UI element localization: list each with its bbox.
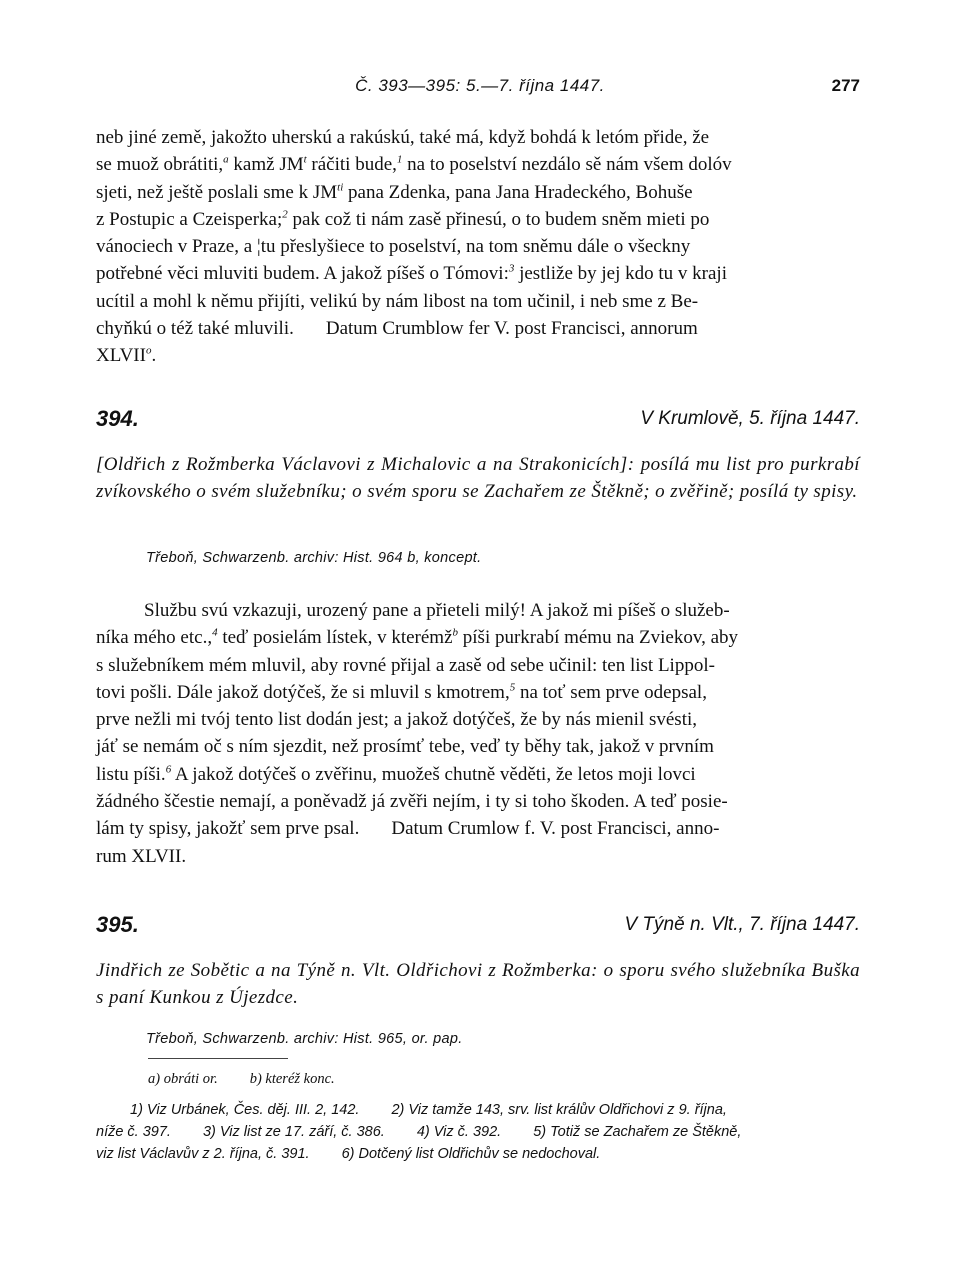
text-span: Službu svú vzkazuji, urozený pane a přieteli milý! A jakož mi píšeš o služeb- bbox=[144, 600, 730, 621]
superscript: ti bbox=[337, 181, 344, 194]
doc394-regest: [Oldřich z Rožmberka Václavovi z Michalovic a na Strakonicích]: posílá mu list pro purkrabí zvíkovského o svém služebníku; o svém sporu se Zachařem ze Štěkně; o zvěřině; posílá ty spisy. bbox=[96, 454, 860, 502]
text-span: jáť se nemám oč s ním sjezdit, než prosímť tebe, veď ty běhy tak, jakož v prvním bbox=[96, 736, 714, 758]
place-date: V Týně n. Vlt., 7. října 1447. bbox=[624, 914, 860, 935]
text-line bbox=[96, 233, 860, 260]
text-line bbox=[96, 733, 860, 760]
text-line bbox=[96, 679, 860, 706]
footnote-mark: 4 bbox=[212, 626, 218, 639]
text-span: s služebníkem mém mluvil, aby rovné přijal a zasě od sebe učinil: ten list Lippol- bbox=[96, 654, 715, 676]
text-span: chyňkú o též také mluvili. bbox=[96, 318, 294, 340]
text-line bbox=[96, 260, 860, 287]
text-line bbox=[96, 288, 860, 315]
text-line bbox=[96, 652, 860, 679]
doc394-source: Třeboň, Schwarzenb. archiv: Hist. 964 b, koncept. bbox=[146, 550, 482, 566]
page-header bbox=[0, 76, 960, 100]
text-line bbox=[96, 315, 860, 342]
footnote-line bbox=[96, 1121, 860, 1143]
document-number: 394. bbox=[96, 406, 139, 431]
footnote: 2) Viz tamže 143, srv. list králův Oldřichovi z 9. října, bbox=[391, 1102, 727, 1118]
text-span: ráčiti bude, bbox=[306, 154, 397, 176]
apparatus-mark: a bbox=[223, 153, 229, 166]
footnote: 1) Viz Urbánek, Čes. děj. III. 2, 142. bbox=[130, 1102, 360, 1118]
doc395-source: Třeboň, Schwarzenb. archiv: Hist. 965, or. pap. bbox=[146, 1031, 463, 1047]
apparatus-note: a) obráti or. bbox=[148, 1071, 218, 1087]
text-line bbox=[96, 151, 860, 178]
footnote: níže č. 397. bbox=[96, 1124, 171, 1140]
text-line bbox=[96, 624, 860, 651]
footnote-line bbox=[96, 1143, 860, 1165]
footnote-mark: 5 bbox=[509, 681, 516, 694]
text-span: Datum Crumlow f. V. post Francisci, anno- bbox=[391, 818, 720, 840]
apparatus-notes bbox=[148, 1071, 748, 1088]
text-span: neb jiné země, jakožto uherskú a rakúskú, také má, když bohdá k letóm přide, že bbox=[96, 127, 710, 148]
text-line bbox=[96, 761, 860, 788]
text-span: ucítil a mohl k němu přijíti, velikú by nám libost na tom učinil, i neb sme z Be- bbox=[96, 290, 699, 312]
footnote: viz list Václavův z 2. října, č. 391. bbox=[96, 1146, 310, 1162]
text-span: jestliže by jej kdo tu v kraji bbox=[514, 263, 727, 285]
text-span: tovi pošli. Dále jakož dotýčeš, že si mluvil s kmotrem, bbox=[96, 681, 510, 703]
place-date: V Krumlově, 5. října 1447. bbox=[640, 408, 860, 429]
doc395-heading bbox=[96, 912, 860, 942]
text-span: pak což ti nám zasě přinesú, o to budem sněm mieti po bbox=[287, 208, 710, 230]
text-span: XLVII bbox=[96, 345, 146, 367]
footnote: 4) Viz č. 392. bbox=[416, 1124, 502, 1140]
footnote-divider bbox=[148, 1058, 288, 1059]
text-line bbox=[96, 342, 860, 369]
footnote: 6) Dotčený list Oldřichův se nedochoval. bbox=[341, 1146, 601, 1162]
text-span: píši purkrabí mému na Zviekov, aby bbox=[458, 627, 739, 649]
doc394-heading bbox=[96, 406, 860, 436]
doc395-regest: Jindřich ze Sobětic a na Týně n. Vlt. Oldřichovi z Rožmberka: o sporu svého služebníka Buška s paní Kunkou z Újezdce. bbox=[96, 960, 860, 1008]
doc393-text bbox=[96, 124, 860, 370]
text-span: z Postupic a Czeisperka; bbox=[96, 208, 283, 230]
text-line bbox=[96, 706, 860, 733]
footnote-mark: 6 bbox=[165, 763, 172, 776]
footnote-mark: 2 bbox=[282, 208, 288, 221]
superscript: o bbox=[145, 345, 152, 358]
apparatus-note: b) kteréž konc. bbox=[249, 1071, 335, 1087]
text-span: Datum Crumblow fer V. post Francisci, annorum bbox=[325, 318, 698, 340]
text-span: vánociech v Praze, a ¦tu přeslyšiece to poselství, na tom sněmu dále o všeckny bbox=[96, 236, 691, 258]
text-span: pana Zdenka, pana Jana Hradeckého, Bohuše bbox=[343, 181, 693, 203]
footnotes bbox=[96, 1099, 860, 1165]
text-line bbox=[96, 179, 860, 206]
apparatus-mark: b bbox=[452, 626, 459, 639]
running-title: Č. 393—395: 5.—7. října 1447. bbox=[355, 76, 605, 95]
text-span: teď posielám lístek, v kterémž bbox=[217, 627, 453, 649]
text-span: listu píši. bbox=[96, 763, 166, 785]
footnote-line bbox=[96, 1099, 860, 1121]
text-span: kamž JM bbox=[228, 154, 304, 176]
text-span: na to poselství nezdálo sě nám všem dolóv bbox=[402, 154, 732, 176]
text-span: potřebné věci mluviti budem. A jakož píšeš o Tómovi: bbox=[96, 263, 509, 285]
text-span: lám ty spisy, jakožť sem prve psal. bbox=[96, 818, 360, 840]
page-number: 277 bbox=[831, 76, 860, 95]
footnote-mark: 3 bbox=[508, 263, 515, 276]
text-span: žádného ščestie nemají, a poněvadž já zvěři nejím, i ty si toho škoden. A teď posie- bbox=[96, 791, 728, 813]
text-line bbox=[96, 843, 860, 870]
text-line bbox=[96, 788, 860, 815]
text-line bbox=[96, 597, 860, 624]
text-line bbox=[96, 206, 860, 233]
text-span: sjeti, než ještě poslali sme k JM bbox=[96, 181, 338, 203]
text-line bbox=[96, 815, 860, 842]
footnote: 5) Totiž se Zachařem ze Štěkně, bbox=[533, 1124, 742, 1140]
text-span: se muož obrátiti, bbox=[96, 154, 224, 176]
text-span: prve nežli mi tvój tento list dodán jest; a jakož dotýčeš, že by nás mienil svésti, bbox=[96, 709, 698, 731]
text-span: A jakož dotýčeš o zvěřinu, muožeš chutně věděti, že letos moji lovci bbox=[171, 763, 696, 785]
superscript: t bbox=[303, 153, 307, 166]
text-line bbox=[96, 124, 860, 151]
text-span: níka mého etc., bbox=[96, 627, 213, 649]
document-number: 395. bbox=[96, 912, 139, 937]
text-span: . bbox=[151, 345, 157, 367]
footnote: 3) Viz list ze 17. září, č. 386. bbox=[202, 1124, 385, 1140]
doc394-text bbox=[96, 597, 860, 870]
footnote-mark: 1 bbox=[396, 153, 403, 166]
text-span: rum XLVII. bbox=[96, 845, 187, 867]
text-span: na toť sem prve odepsal, bbox=[515, 681, 707, 703]
